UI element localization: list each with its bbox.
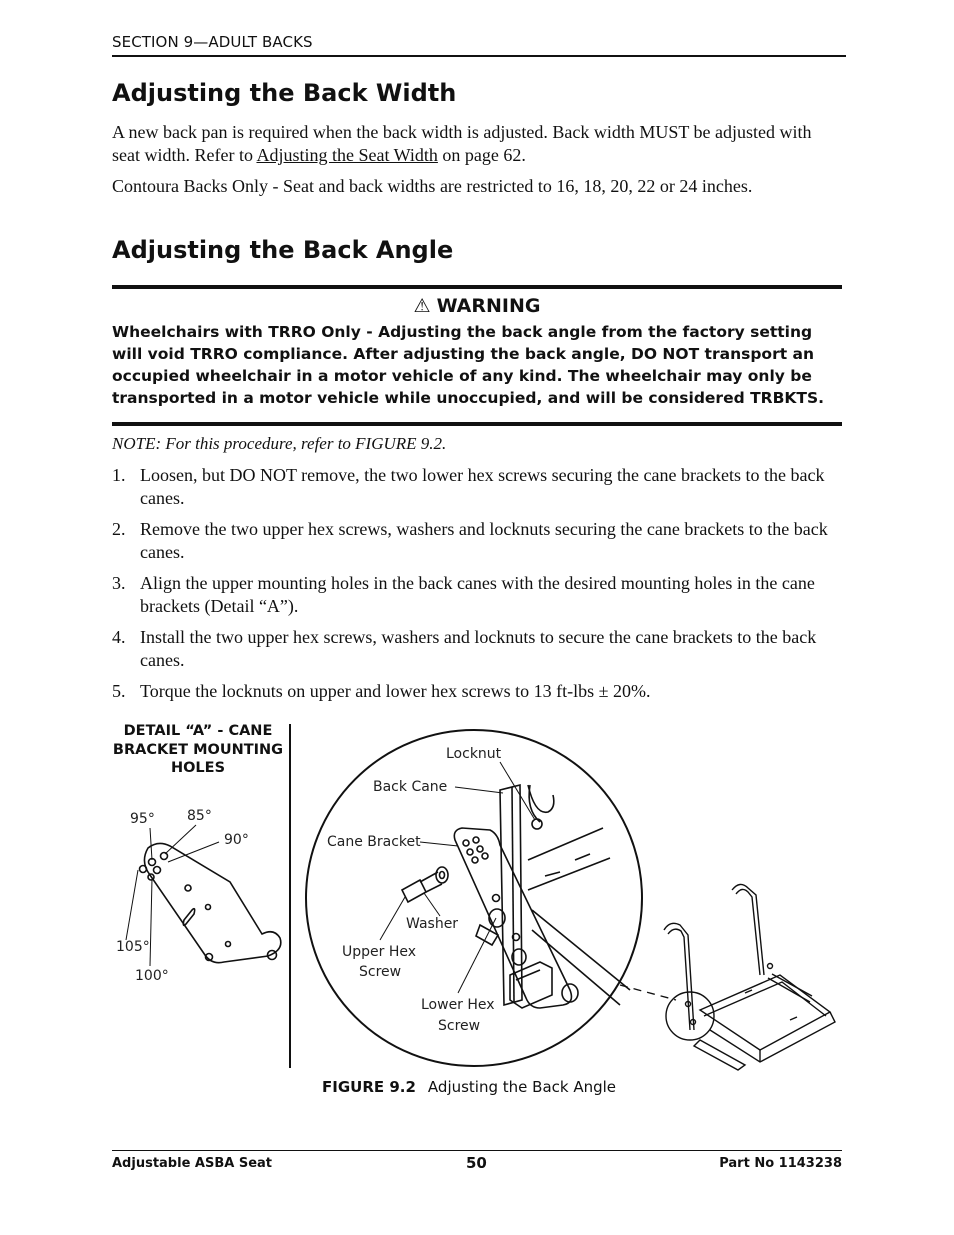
cane-bracket-label: Cane Bracket [327, 834, 421, 850]
figure-caption [322, 1078, 616, 1096]
figure-number: FIGURE 9.2 [322, 1078, 416, 1096]
warning-triangle-icon: ⚠ [413, 295, 431, 317]
main-assembly-drawing [402, 785, 630, 1008]
lower-hex-screw-label-line2: Screw [438, 1018, 481, 1034]
angle-95-label: 95° [130, 811, 155, 827]
step-text: Torque the locknuts on upper and lower hex screws to 13 ft-lbs ± 20%. [140, 681, 651, 701]
step-number: 5. [112, 681, 126, 701]
footer-product-name: Adjustable ASBA Seat [112, 1156, 272, 1171]
heading-back-angle: Adjusting the Back Angle [112, 236, 454, 264]
paragraph-contoura: Contoura Backs Only - Seat and back widths are restricted to 16, 18, 20, 22 or 24 inches. [112, 176, 753, 196]
back-cane-label: Back Cane [373, 779, 448, 795]
para1-text-start: A new back pan is required when the back width is adjusted. Back width MUST be adjusted with seat width. Refer to [112, 122, 812, 165]
detail-bracket-drawing [140, 843, 281, 962]
upper-hex-screw-label-line1: Upper Hex [342, 944, 417, 960]
detail-a-title: DETAIL “A” - CANE BRACKET MOUNTING HOLES [112, 723, 284, 776]
step-number: 3. [112, 573, 126, 593]
procedure-note: NOTE: For this procedure, refer to FIGURE 9.2. [112, 434, 447, 453]
step-text: Remove the two upper hex screws, washers and locknuts securing the cane brackets to the back canes. [140, 519, 828, 562]
detail-circle [306, 730, 642, 1066]
washer-label: Washer [406, 916, 459, 932]
step-text: Loosen, but DO NOT remove, the two lower hex screws securing the cane brackets to the back canes. [140, 465, 825, 508]
figure-caption-text: Adjusting the Back Angle [427, 1078, 617, 1096]
upper-hex-screw-label-line2: Screw [359, 964, 402, 980]
page-number: 50 [466, 1154, 487, 1172]
running-header: SECTION 9—ADULT BACKS [112, 33, 313, 51]
angle-105-label: 105° [116, 939, 150, 955]
footer-part-number: Part No 1143238 [719, 1156, 842, 1171]
locknut-label: Locknut [446, 746, 502, 762]
step-number: 1. [112, 465, 126, 485]
step-number: 4. [112, 627, 126, 647]
angle-90-label: 90° [224, 832, 249, 848]
step-text: Install the two upper hex screws, washers and locknuts to secure the cane brackets to the back canes. [140, 627, 817, 670]
callout-connector [620, 985, 676, 1000]
heading-back-width: Adjusting the Back Width [112, 79, 457, 107]
seat-overview-drawing [664, 884, 835, 1070]
angle-85-label: 85° [187, 808, 212, 824]
lower-hex-screw-label-line1: Lower Hex [421, 997, 495, 1013]
warning-label: WARNING [436, 295, 541, 317]
warning-text: Wheelchairs with TRRO Only - Adjusting the back angle from the factory setting will void TRRO compliance. After adjusting the back angle, DO NOT transport an occupied wheelchair in a motor vehicle of any kind. The wheelchair may only be transported in a motor vehicle while unoccupied, and will be considered TRBKTS. [112, 323, 825, 407]
step-number: 2. [112, 519, 126, 539]
seat-width-link[interactable]: Adjusting the Seat Width [256, 145, 438, 165]
step-text: Align the upper mounting holes in the back canes with the desired mounting holes in the cane brackets (Detail “A”). [140, 573, 815, 616]
footer-rule [112, 1150, 842, 1151]
angle-100-label: 100° [135, 968, 169, 984]
para1-text-end: on page 62. [437, 145, 526, 165]
